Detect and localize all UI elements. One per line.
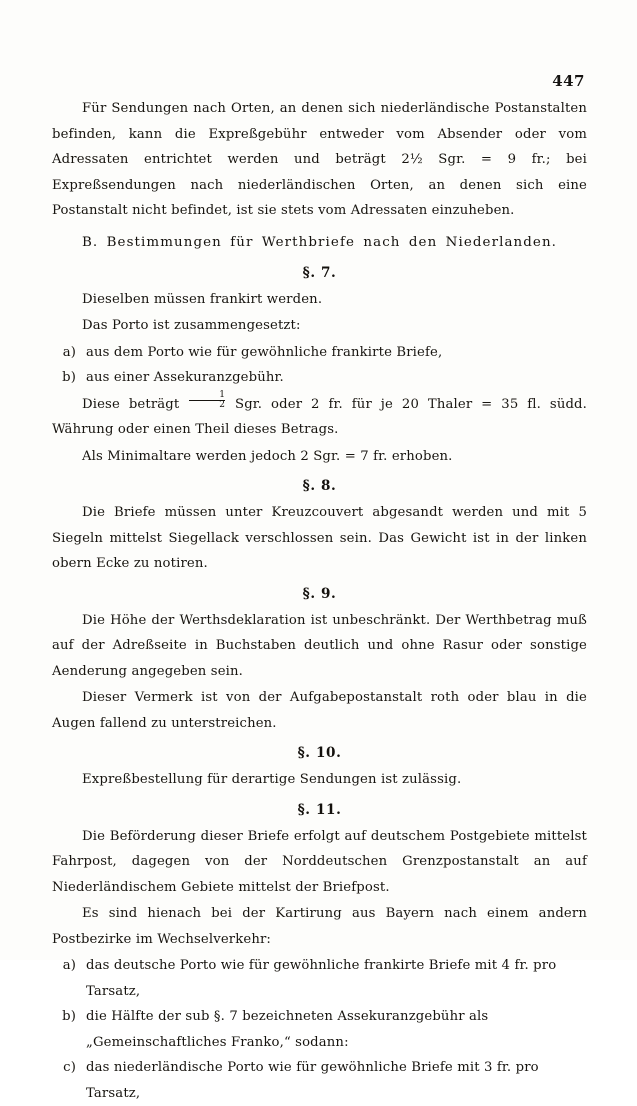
- paragraph-befoerderung: Die Beförderung dieser Briefe erfolgt auf deutschem Postgebiete mittelst Fahrpost, dagegen von der Norddeutschen Grenzpostanstalt an auf Niederländischem Gebiete mittelst der Briefpost.: [52, 828, 587, 895]
- list-item: [52, 365, 587, 391]
- paragraph-assekuranz-betrag: [52, 391, 587, 443]
- paragraph-intro: Für Sendungen nach Orten, an denen sich niederländische Postanstalten befinden, kann die Expreßgebühr entweder vom Absender oder vom Adressaten entrichtet werden und beträgt 2½ Sgr. = 9 fr.; bei Expreßsendungen nach niederländischen Orten, an denen sich eine Postanstalt nicht befindet, ist sie stets vom Adressaten einzuheben.: [52, 101, 587, 218]
- fraction-numerator: 1: [219, 389, 226, 400]
- paragraph-kartirung: Es sind hienach bei der Kartirung aus Bayern nach einem andern Postbezirke im Wechselverkehr:: [52, 906, 587, 947]
- list-item-label: das niederländische Porto wie für gewöhnliche Briefe mit 3 fr. pro Tarsatz,: [86, 1060, 539, 1101]
- paragraph-frankirt: Dieselben müssen frankirt werden.: [82, 291, 323, 307]
- list-item-label: aus dem Porto wie für gewöhnliche frankirte Briefe,: [86, 344, 443, 360]
- fraction-denominator: 2: [189, 400, 225, 410]
- list-item-marker: b): [62, 1009, 76, 1024]
- section-marker-9: §. 9.: [302, 585, 337, 602]
- list-item-marker: a): [62, 344, 76, 360]
- section-marker-11: §. 11.: [297, 801, 342, 818]
- page-content: [52, 96, 587, 1106]
- list-item-label: das deutsche Porto wie für gewöhnliche frankirte Briefe mit 4 fr. pro Tarsatz,: [86, 958, 557, 999]
- paragraph-werthsdeklaration: Die Höhe der Werthsdeklaration ist unbeschränkt. Der Werthbetrag muß auf der Adreßseite in Buchstaben deutlich und ohne Rasur oder sonstige Aenderung angegeben sein.: [52, 612, 587, 679]
- list-porto-components: [52, 340, 587, 391]
- list-item: [52, 1055, 587, 1106]
- paragraph-vermerk: Dieser Vermerk ist von der Aufgabepostanstalt roth oder blau in die Augen fallend zu unterstreichen.: [52, 690, 587, 731]
- list-item-marker: c): [63, 1060, 76, 1075]
- paragraph-porto-zusammengesetzt: Das Porto ist zusammengesetzt:: [82, 318, 301, 333]
- paragraph-kreuzcouvert: Die Briefe müssen unter Kreuzcouvert abgesandt werden und mit 5 Siegeln mittelst Siegellack verschlossen sein. Das Gewicht ist in der linken obern Ecke zu notiren.: [52, 505, 587, 571]
- fraction-one-half: [189, 391, 225, 410]
- list-kartirung-components: [52, 953, 587, 1106]
- section-heading-b: B. Bestimmungen für Werthbriefe nach den Niederlanden.: [81, 234, 558, 250]
- assekuranz-suffix: Sgr. oder 2 fr. für je 20 Thaler = 35 fl. südd. Währung oder einen Theil dieses Betrags.: [52, 396, 587, 437]
- list-item: [52, 1004, 587, 1055]
- section-marker-8: §. 8.: [302, 478, 337, 494]
- paragraph-expressbestellung: Expreßbestellung für derartige Sendungen ist zulässig.: [82, 772, 462, 787]
- list-item-label: aus einer Assekuranzgebühr.: [86, 370, 284, 385]
- paragraph-minimaltare: Als Minimaltare werden jedoch 2 Sgr. = 7 fr. erhoben.: [82, 448, 453, 464]
- section-marker-10: §. 10.: [297, 745, 342, 761]
- list-item-marker: b): [62, 370, 76, 385]
- section-marker-7: §. 7.: [302, 264, 337, 281]
- assekuranz-prefix: Diese beträgt: [82, 396, 189, 412]
- page-number: 447: [552, 72, 585, 90]
- list-item-label: die Hälfte der sub §. 7 bezeichneten Assekuranzgebühr als „Gemeinschaftliches Franko,“ sodann:: [86, 1009, 489, 1050]
- list-item: [52, 953, 587, 1004]
- list-item: [52, 340, 587, 366]
- list-item-marker: a): [62, 958, 76, 973]
